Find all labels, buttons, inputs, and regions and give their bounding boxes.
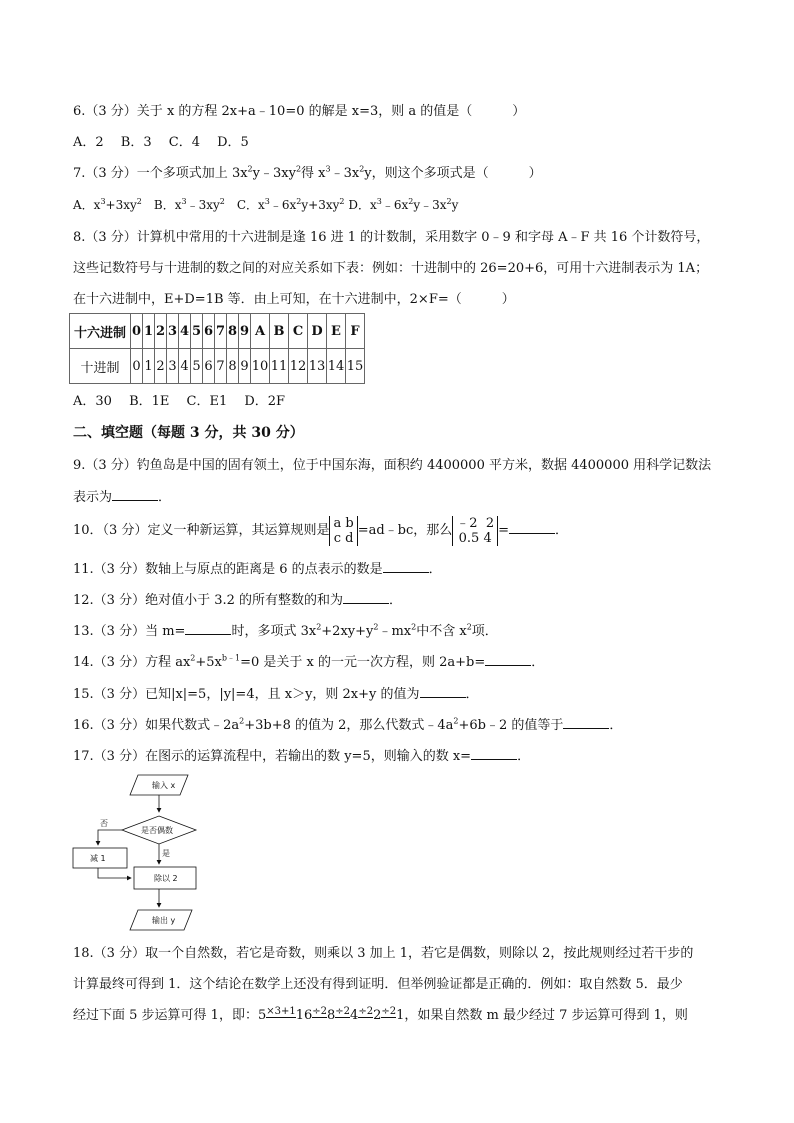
table-cell: E: [327, 314, 346, 349]
question-12: 12.（3 分）绝对值小于 3.2 的所有整数的和为 ．: [73, 593, 403, 608]
divide-label: 除以 2: [154, 874, 178, 883]
question-18-line-2: 计算最终可得到 1．这个结论在数学上还没有得到证明．但举例验证都是正确的．例如：取自然数 5．最少: [73, 977, 683, 992]
table-cell: B: [270, 314, 289, 349]
question-14: 14.（3 分）方程 $ax^2+5x^{b﹣1}=0$ 是关于 x 的一元一次方程，则 2a+b= ．: [73, 653, 545, 670]
table-cell: 15: [346, 349, 365, 384]
input-label: 输入 x: [152, 781, 176, 790]
no-label: 否: [100, 819, 108, 828]
determinant-values: ﹣2 2 0.5 4: [452, 516, 498, 546]
table-cell: 6: [203, 314, 215, 349]
question-8-options: A．30 B．1E C．E1 D．2F: [73, 394, 286, 409]
answer-blank[interactable]: [343, 591, 389, 604]
determinant-abcd: a b c d: [329, 516, 357, 546]
question-10: 10．（3 分）定义一种新运算，其运算规则是 a b c d =ad﹣bc，那么 ﹣2 2 0.5 4 = ．: [73, 515, 569, 546]
table-cell: 4: [179, 314, 191, 349]
yes-label: 是: [162, 849, 170, 858]
table-cell: 3: [167, 314, 179, 349]
table-cell: 7: [215, 349, 227, 384]
arrow: [98, 830, 122, 845]
table-cell: C: [289, 314, 308, 349]
table-cell: 8: [227, 314, 239, 349]
question-6: 6.（3 分）关于 x 的方程 2x+a﹣10=0 的解是 x=3，则 a 的值是（ ）: [73, 104, 526, 119]
answer-blank[interactable]: [485, 653, 531, 666]
answer-blank[interactable]: [112, 488, 158, 501]
table-cell: 8: [227, 349, 239, 384]
answer-blank[interactable]: [420, 685, 466, 698]
answer-blank[interactable]: [563, 716, 609, 729]
table-cell: 4: [179, 349, 191, 384]
table-cell: 1: [143, 349, 155, 384]
hex-row-label: 十六进制: [70, 314, 131, 349]
question-8-line-2: 这些记数符号与十进制的数之间的对应关系如下表：例如：十进制中的 26=20+6，可用十六进制表示为 1A；: [73, 261, 709, 276]
question-18-line-3: 经过下面 5 步运算可得 1，即：5×3+116÷28÷24÷22÷21，如果自然数 m 最少经过 7 步运算可得到 1，则: [73, 1006, 688, 1023]
table-cell: 14: [327, 349, 346, 384]
question-11: 11.（3 分）数轴上与原点的距离是 6 的点表示的数是 ．: [73, 562, 442, 577]
table-cell: 13: [308, 349, 327, 384]
question-7: 7.（3 分）一个多项式加上 $3x^2y﹣3xy^2$得 $x^3﹣3x^2y$，则这个多项式是（ ）: [73, 164, 542, 181]
table-cell: 12: [289, 349, 308, 384]
question-13: 13.（3 分）当 m= 时，多项式 $3x^2+2xy+y^2﹣mx^2$中不含 $x^2$项．: [73, 622, 498, 639]
table-cell: 0: [131, 314, 143, 349]
question-6-options: A．2 B．3 C．4 D．5: [73, 135, 249, 150]
answer-blank[interactable]: [383, 560, 429, 573]
output-label: 输出 y: [152, 916, 176, 925]
arrow: [98, 868, 131, 878]
question-16: 16.（3 分）如果代数式$﹣2a^2+3b+8$ 的值为 2，那么代数式$﹣4a^2+6b﹣2$ 的值等于 ．: [73, 716, 623, 733]
table-cell: A: [251, 314, 270, 349]
answer-blank[interactable]: [185, 622, 231, 635]
answer-blank[interactable]: [471, 747, 517, 760]
question-9-line-2: 表示为 ．: [73, 490, 172, 505]
table-cell: 11: [270, 349, 289, 384]
hex-decimal-table: [69, 313, 365, 384]
decision-label: 是否偶数: [141, 826, 173, 835]
hex-row: [70, 314, 365, 349]
table-cell: 2: [155, 314, 167, 349]
table-cell: 0: [131, 349, 143, 384]
table-cell: 3: [167, 349, 179, 384]
question-9-line-1: 9.（3 分）钓鱼岛是中国的固有领土，位于中国东海，面积约 4400000 平方米，数据 4400000 用科学记数法: [73, 458, 712, 473]
table-cell: 6: [203, 349, 215, 384]
table-cell: 7: [215, 314, 227, 349]
question-17: 17.（3 分）在图示的运算流程中，若输出的数 y=5，则输入的数 x= ．: [73, 749, 531, 764]
table-cell: 2: [155, 349, 167, 384]
minus-label: 减 1: [90, 854, 106, 863]
question-8-line-3: 在十六进制中，E+D=1B 等．由上可知，在十六进制中，2×F=（ ）: [73, 292, 515, 307]
decimal-row-label: 十进制: [70, 349, 131, 384]
table-cell: D: [308, 314, 327, 349]
question-15: 15.（3 分）已知|x|=5，|y|=4，且 x＞y，则 2x+y 的值为 ．: [73, 687, 479, 702]
question-18-line-1: 18.（3 分）取一个自然数，若它是奇数，则乘以 3 加上 1，若它是偶数，则除以 2，按此规则经过若干步的: [73, 946, 694, 961]
table-cell: 5: [191, 314, 203, 349]
table-cell: 5: [191, 349, 203, 384]
table-cell: F: [346, 314, 365, 349]
answer-blank[interactable]: [509, 521, 555, 534]
question-8-line-1: 8.（3 分）计算机中常用的十六进制是逢 16 进 1 的计数制，采用数字 0﹣9 和字母 A﹣F 共 16 个计数符号，: [73, 230, 710, 245]
table-cell: 10: [251, 349, 270, 384]
section-2-heading: 二、填空题（每题 3 分，共 30 分）: [73, 425, 304, 441]
table-cell: 9: [239, 314, 251, 349]
question-7-options: A．$x^3+3xy^2$ B．$x^3﹣3xy^2$ C．$x^3﹣6x^2y+3xy^2$ D．$x^3﹣6x^2y﹣3x^2y$: [73, 197, 459, 212]
table-cell: 9: [239, 349, 251, 384]
decimal-row: [70, 349, 365, 384]
table-cell: 1: [143, 314, 155, 349]
operation-flowchart: [68, 770, 208, 935]
